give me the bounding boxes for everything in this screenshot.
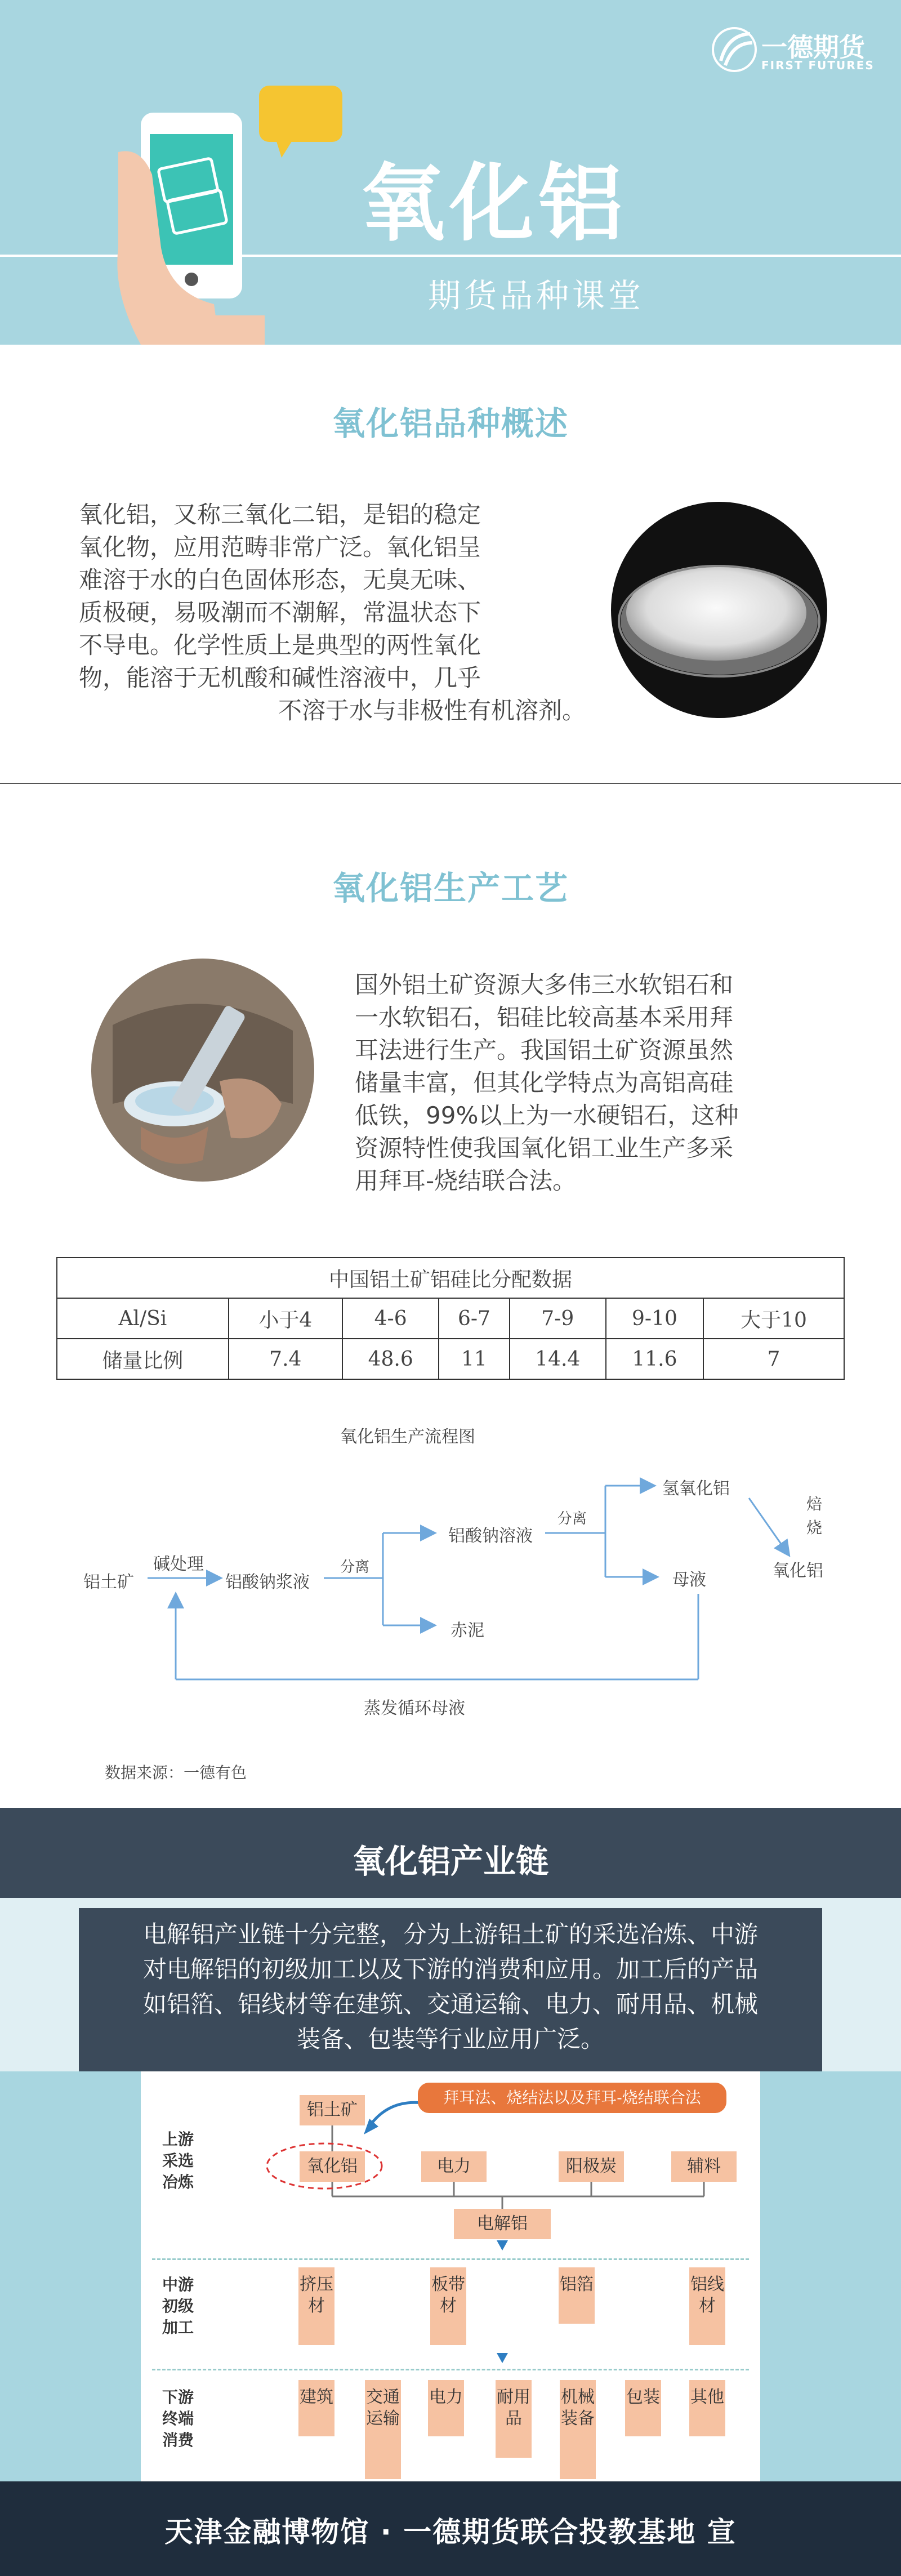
table-cell: 11 — [439, 1339, 509, 1379]
table-cell: 14.4 — [510, 1339, 606, 1379]
paragraph-line: 低铁，99%以上为一水硬铝石，这种 — [355, 1102, 739, 1129]
flow-node-redmud: 赤泥 — [450, 1621, 484, 1641]
paragraph-line: 难溶于水的白色固体形态，无臭无味、 — [79, 566, 481, 594]
chain-downstream-box: 电力 — [428, 2380, 464, 2436]
chain-midstream-box: 铝箔 — [559, 2267, 595, 2324]
table-column-header: 6-7 — [439, 1298, 509, 1339]
paragraph-line: 用拜耳-烧结联合法。 — [355, 1167, 577, 1195]
chain-downstream-box: 其他 — [689, 2380, 725, 2436]
paragraph-line: 氧化物，应用范畴非常广泛。氧化铝呈 — [79, 533, 481, 561]
logo-english: FIRST FUTURES — [761, 59, 875, 72]
chain-downstream-box: 建筑 — [298, 2380, 334, 2436]
level-downstream: 下游终端消费 — [162, 2388, 194, 2449]
table-column-header: 小于4 — [229, 1298, 342, 1339]
flow-node-solution: 铝酸钠溶液 — [448, 1526, 533, 1546]
process-heading: 氧化铝生产工艺 — [332, 869, 569, 907]
data-source: 数据来源：一德有色 — [105, 1763, 247, 1782]
table-cell: 7.4 — [229, 1339, 342, 1379]
table-header-label: Al/Si — [57, 1298, 229, 1339]
flow-node-mother-liquor: 母液 — [672, 1570, 706, 1590]
flow-node-ore: 铝土矿 — [83, 1572, 134, 1592]
paragraph-line: 不溶于水与非极性有机溶剂。 — [278, 697, 586, 724]
table-column-header: 大于10 — [703, 1298, 844, 1339]
logo-text: 一德期货 — [761, 32, 865, 63]
paragraph-line: 资源特性使我国氧化铝工业生产多采 — [355, 1134, 734, 1162]
paragraph-line: 一水软铝石，铝硅比较高基本采用拜 — [355, 1004, 734, 1031]
paragraph-line: 不导电。化学性质上是典型的两性氧化 — [79, 631, 481, 659]
chain-midstream-box: 挤压材 — [298, 2267, 334, 2345]
page-title: 氧化铝 — [360, 155, 628, 253]
chain-input-box: 电力 — [421, 2151, 487, 2182]
chain-input-box: 氧化铝 — [300, 2151, 365, 2182]
paragraph-line: 电解铝产业链十分完整，分为上游铝土矿的采选冶炼、中游 — [142, 1920, 758, 1948]
flow-node-alumina: 氧化铝 — [773, 1561, 823, 1581]
level-upstream: 上游采选冶炼 — [162, 2130, 194, 2191]
flow-title: 氧化铝生产流程图 — [340, 1427, 475, 1447]
node-bauxite: 铝土矿 — [300, 2095, 365, 2125]
paragraph-line: 国外铝土矿资源大多伟三水软铝石和 — [355, 971, 734, 999]
flow-label-sep1: 分离 — [340, 1559, 370, 1576]
chain-midstream-box: 板带材 — [430, 2267, 466, 2345]
flow-label-loop: 蒸发循环母液 — [364, 1699, 465, 1718]
paragraph-line: 对电解铝的初级加工以及下游的消费和应用。加工后的产品 — [142, 1955, 758, 1983]
table-column-header: 7-9 — [510, 1298, 606, 1339]
paragraph-line: 装备、包装等行业应用广泛。 — [296, 2025, 604, 2053]
paragraph-line: 耳法进行生产。我国铝土矿资源虽然 — [355, 1036, 734, 1064]
chain-downstream-box: 交通运输 — [365, 2380, 401, 2479]
level-midstream: 中游初级加工 — [162, 2275, 194, 2337]
chain-downstream-box: 包装 — [625, 2380, 661, 2436]
overview-heading: 氧化铝品种概述 — [332, 404, 569, 443]
method-callout: 拜耳法、烧结法以及拜耳-烧结联合法 — [418, 2083, 726, 2113]
table-caption: 中国铝土矿铝硅比分配数据 — [57, 1258, 844, 1298]
node-electrolytic-aluminum: 电解铝 — [454, 2209, 551, 2239]
flow-label-sep2: 分离 — [557, 1510, 587, 1527]
flow-node-hydroxide: 氢氧化铝 — [662, 1479, 730, 1499]
paragraph-line: 储量丰富，但其化学特点为高铝高硅 — [355, 1069, 734, 1097]
paragraph-line: 氧化铝，又称三氧化二铝，是铝的稳定 — [79, 501, 481, 528]
chain-divider — [152, 2369, 749, 2370]
table-column-header: 4-6 — [342, 1298, 439, 1339]
table-cell: 48.6 — [342, 1339, 439, 1379]
flow-node-slurry: 铝酸钠浆液 — [225, 1572, 310, 1592]
chain-downstream-box: 机械装备 — [560, 2380, 596, 2479]
paragraph-line: 如铝箔、铝线材等在建筑、交通运输、电力、耐用品、机械 — [142, 1990, 758, 2018]
flow-label-alkali: 碱处理 — [153, 1554, 204, 1574]
chain-heading: 氧化铝产业链 — [352, 1842, 548, 1880]
flow-label-calcine: 焙烧 — [806, 1495, 823, 1537]
chain-input-box: 辅料 — [671, 2151, 737, 2182]
table-cell: 11.6 — [606, 1339, 703, 1379]
table-cell: 7 — [703, 1339, 844, 1379]
paragraph-line: 物，能溶于无机酸和碱性溶液中，几乎 — [79, 664, 481, 692]
chain-midstream-box: 铝线材 — [689, 2267, 725, 2345]
chain-input-box: 阳极炭 — [559, 2151, 624, 2182]
chain-divider — [152, 2258, 749, 2260]
chain-downstream-box: 耐用品 — [496, 2380, 532, 2458]
table-row-label: 储量比例 — [57, 1339, 229, 1379]
table-column-header: 9-10 — [606, 1298, 703, 1339]
paragraph-line: 质极硬，易吸潮而不潮解，常温状态下 — [79, 599, 481, 626]
page-subtitle: 期货品种课堂 — [428, 277, 645, 315]
footer-text: 天津金融博物馆 · 一德期货联合投教基地 宣 — [164, 2516, 737, 2548]
